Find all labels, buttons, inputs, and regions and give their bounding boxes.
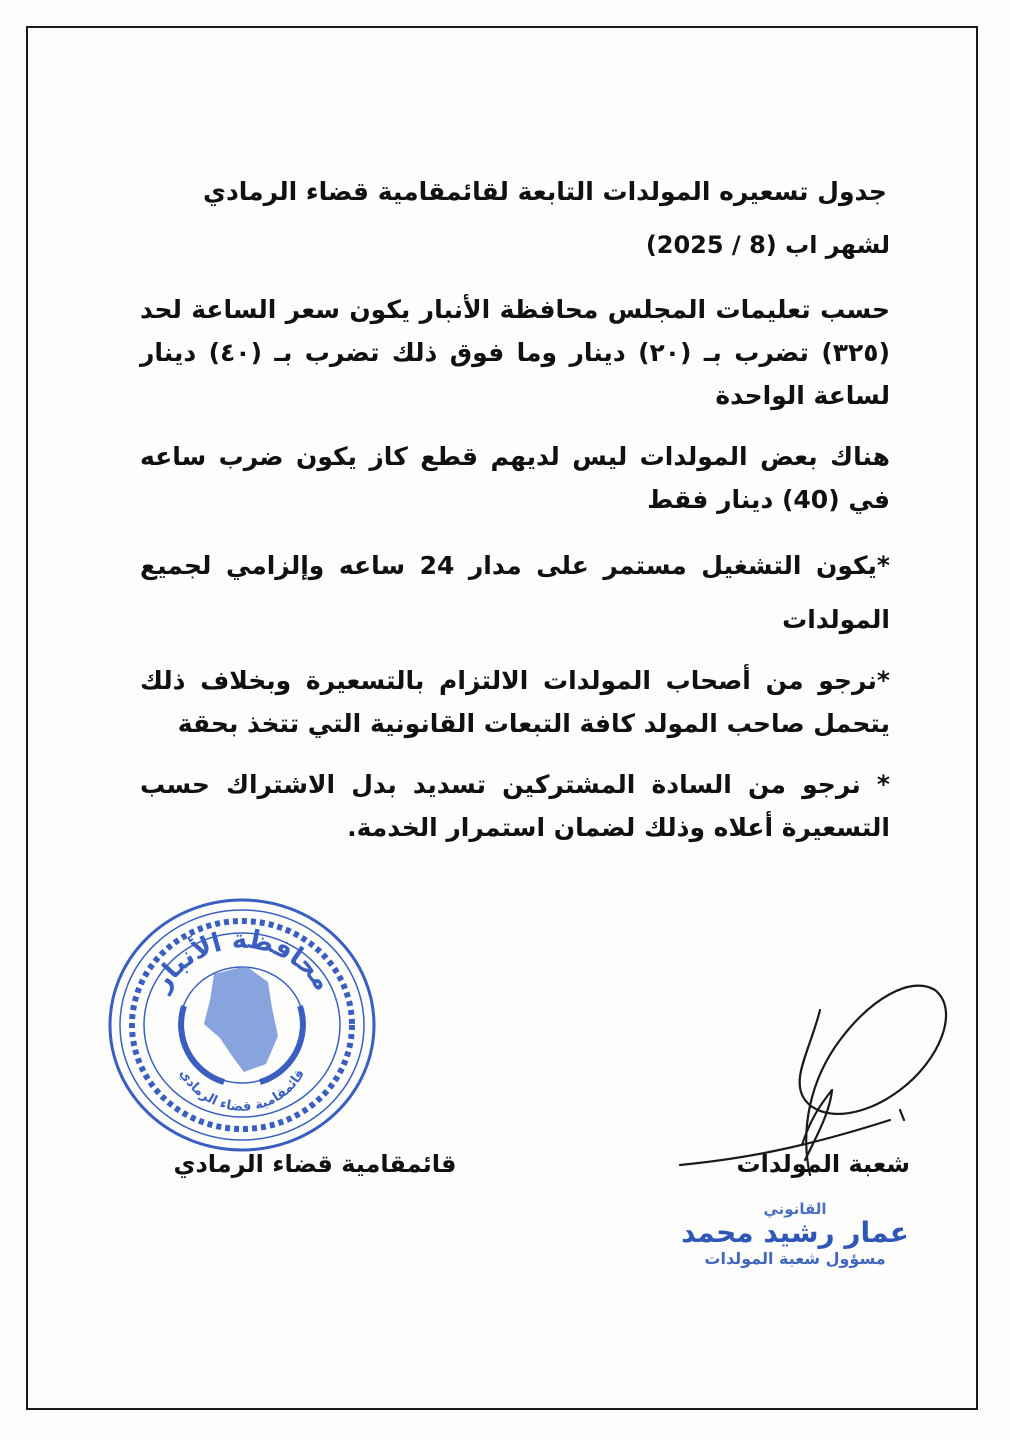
official-stamp	[106, 896, 378, 1154]
document-month: لشهر اب (8 / 2025)	[645, 231, 890, 259]
signer-title: القانوني	[763, 1200, 827, 1218]
document-title: جدول تسعيره المولدات التابعة لقائمقامية قضاء الرمادي	[203, 177, 887, 206]
document-body	[140, 170, 890, 867]
stamp-bottom-text: قائمقامية قضاء الرمادي	[176, 1066, 308, 1115]
left-signature-label: قائمقامية قضاء الرمادي	[173, 1150, 457, 1178]
paragraph-compliance: *نرجو من أصحاب المولدات الالتزام بالتسعيرة وبخلاف ذلك يتحمل صاحب المولد كافة التبعات القانونية التي تتخذ بحقة	[140, 665, 890, 738]
paragraph-operation: *يكون التشغيل مستمر على مدار 24 ساعه وإلزامي لجميع المولدات	[140, 551, 890, 635]
paragraph-pricing: حسب تعليمات المجلس محافظة الأنبار يكون سعر الساعة لحد (٣٢٥) تضرب بـ (٢٠) دينار وما فوق ذلك تضرب بـ (٤٠) دينار لساعة الواحدة	[140, 295, 890, 411]
signer-block	[670, 1200, 920, 1268]
stamp-top-text: محافظة الأنبار	[146, 924, 338, 997]
paragraph-payment: * نرجو من السادة المشتركين تسديد بدل الاشتراك حسب التسعيرة أعلاه وذلك لضمان استمرار الخدمة.	[140, 769, 890, 842]
paragraph-no-gas: هناك بعض المولدات ليس لديهم قطع كاز يكون ضرب ساعه في (40) دينار فقط	[140, 442, 890, 515]
signer-name: عمار رشيد محمد	[681, 1216, 909, 1249]
signer-role: مسؤول شعبة المولدات	[704, 1248, 886, 1268]
handwritten-signature	[670, 970, 960, 1180]
right-signature-label: شعبة المولدات	[736, 1150, 910, 1178]
